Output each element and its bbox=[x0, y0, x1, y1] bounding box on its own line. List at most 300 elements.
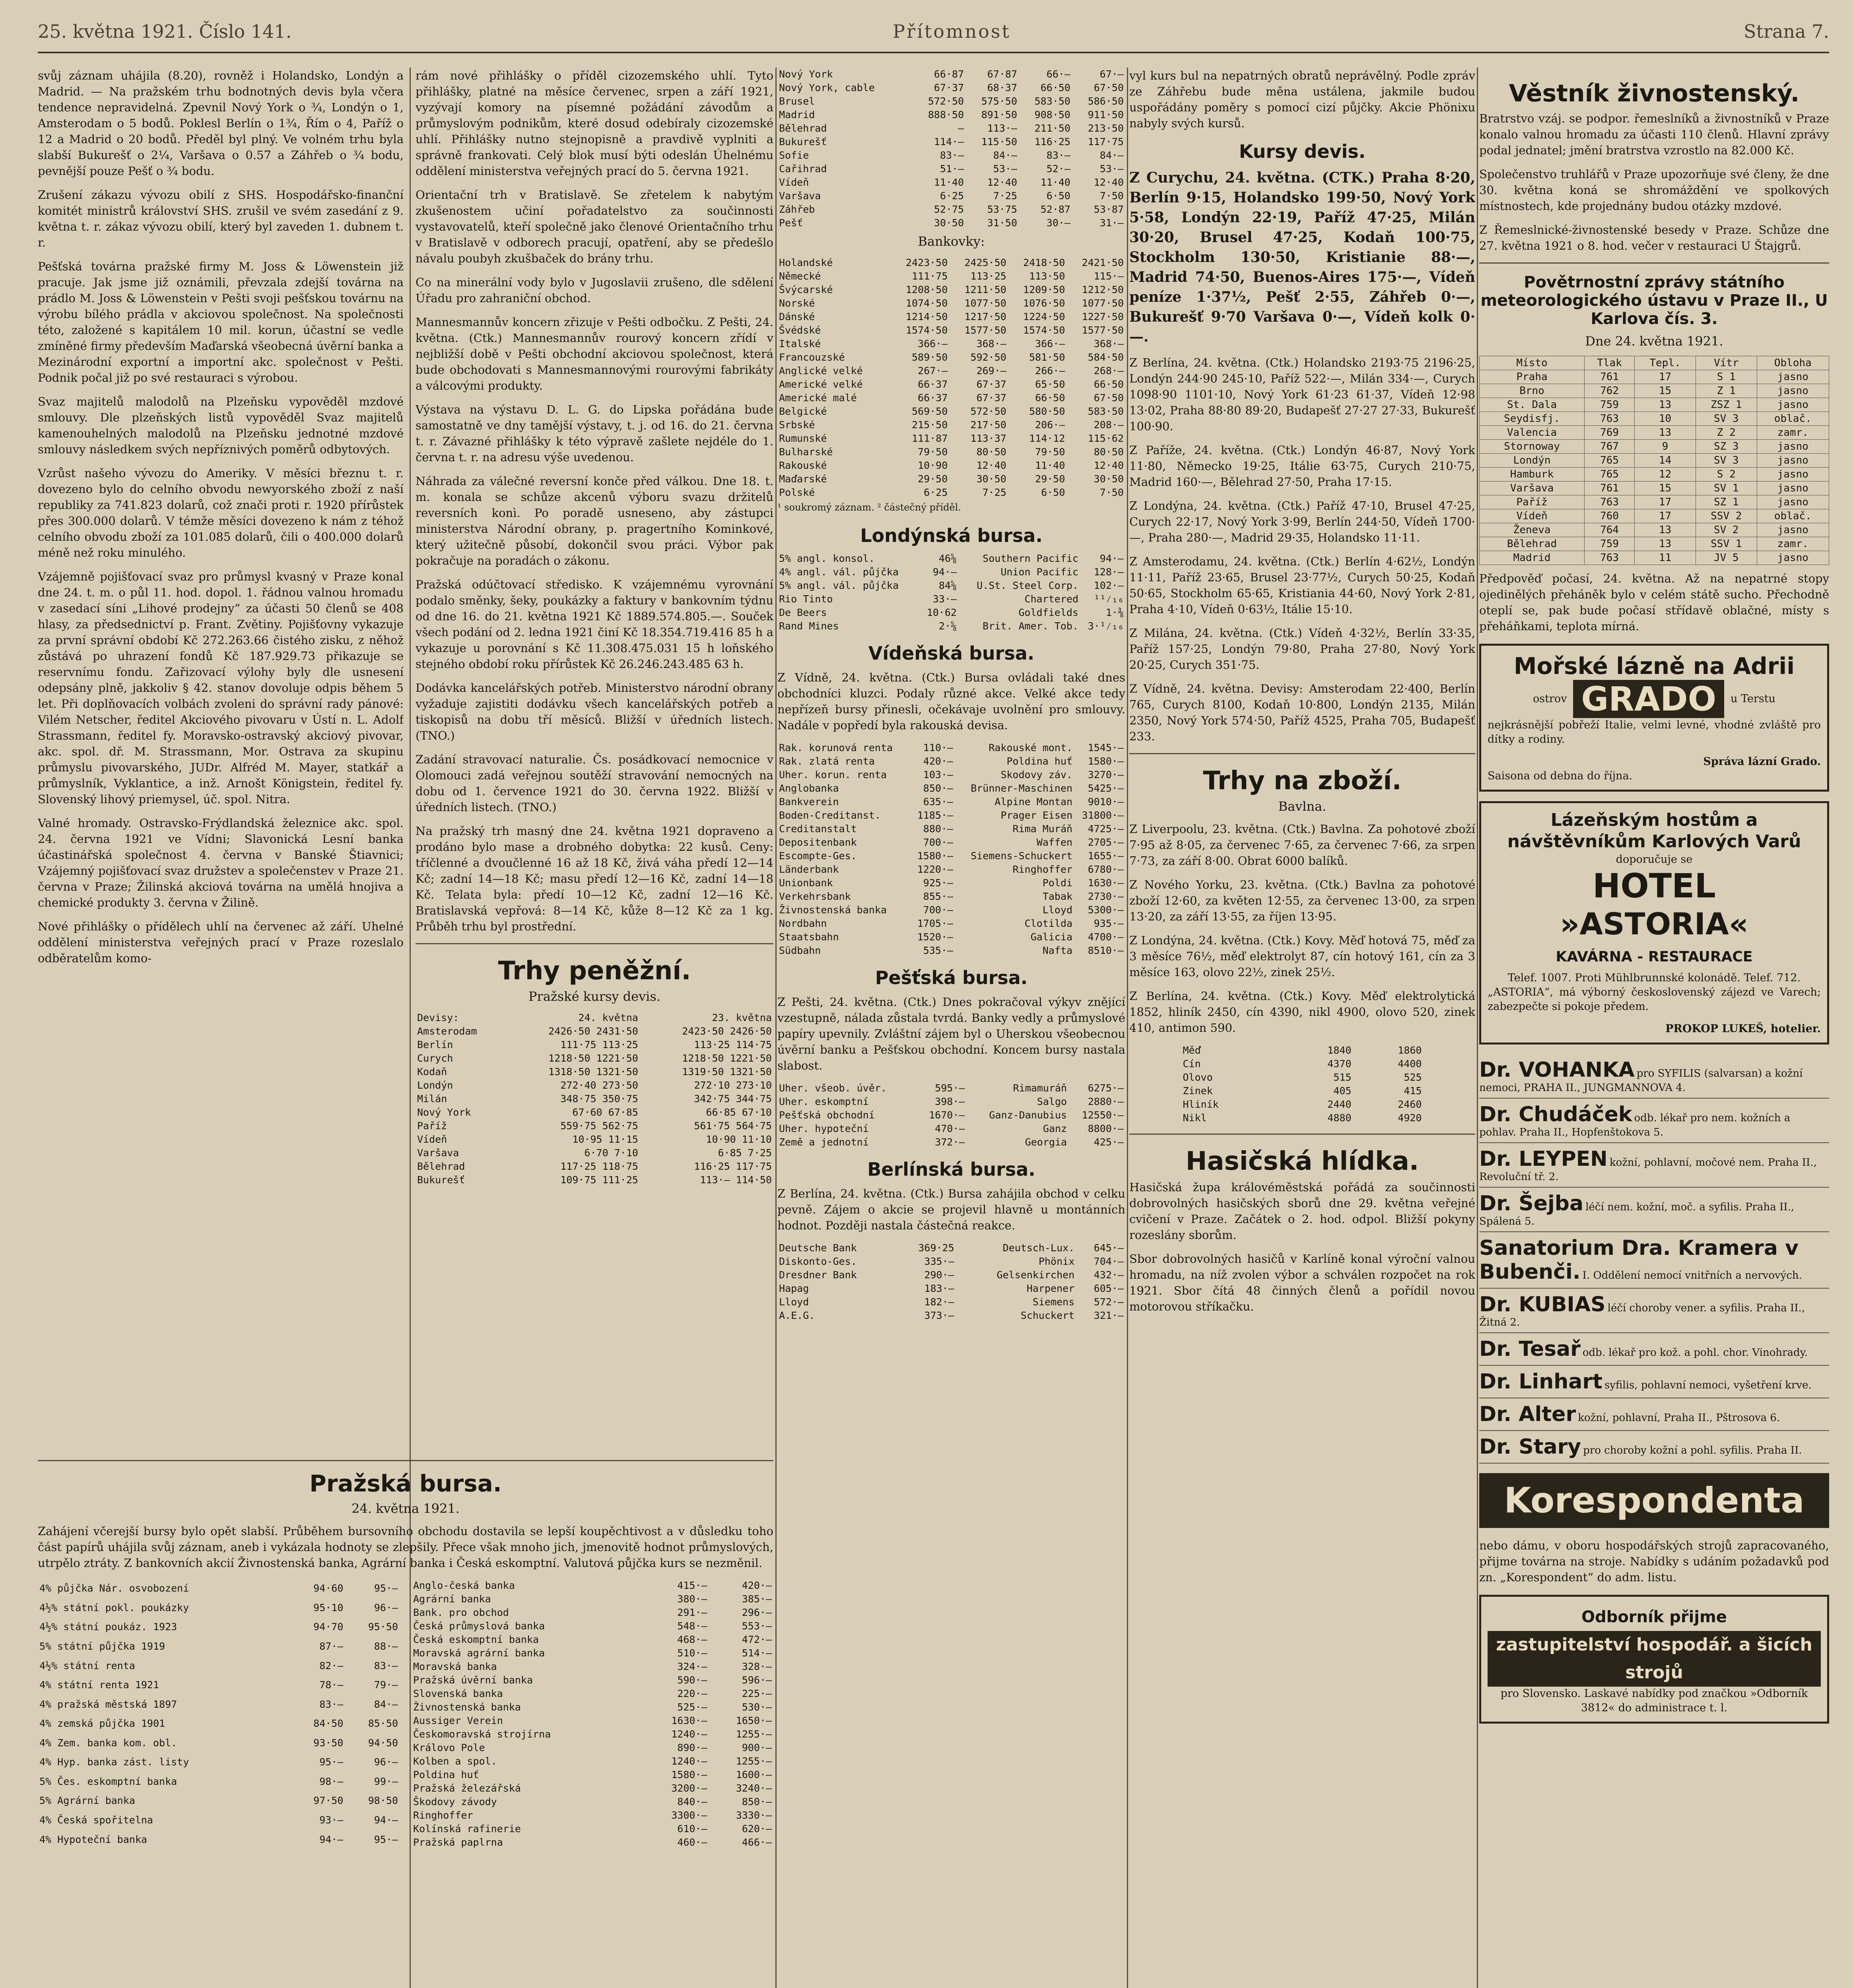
table-cell: 1185·— bbox=[917, 810, 954, 821]
table-cell: Olovo bbox=[1183, 1072, 1213, 1083]
table-cell: 4% státní renta 1921 bbox=[39, 1679, 159, 1691]
table-row bbox=[1480, 440, 1829, 454]
table-row bbox=[1181, 1071, 1424, 1084]
table-cell: 1218·50 1221·50 bbox=[682, 1052, 772, 1064]
table-cell: 95·— bbox=[319, 1756, 344, 1768]
table-cell: Srbské bbox=[779, 419, 815, 431]
table-cell: 514·— bbox=[742, 1647, 772, 1659]
table-cell: 29·50 bbox=[1035, 473, 1065, 485]
table-cell: 569·50 bbox=[911, 406, 948, 417]
article-paragraph: Bratrstvo vzáj. se podpor. řemeslníků a živnostníků v Praze konalo valnou hromadu za účasti 110 členů. Hlavní zprávy podal jednatel; jmění bratrstva vzrostlo na 82.000 Kč. bbox=[1479, 112, 1829, 157]
table-cell: 208·— bbox=[1094, 419, 1124, 431]
table-cell: 586·50 bbox=[1088, 95, 1124, 107]
table-cell: Unionbank bbox=[779, 877, 833, 889]
table-cell: SZ 3 bbox=[1696, 440, 1757, 454]
table-cell: 12550·— bbox=[1082, 1109, 1124, 1121]
table-cell: 17 bbox=[1635, 370, 1696, 384]
table-cell: 95·10 bbox=[313, 1602, 344, 1613]
table-cell: ZSZ 1 bbox=[1696, 398, 1757, 412]
table-cell: 17 bbox=[1635, 495, 1696, 509]
table-cell: 553·— bbox=[742, 1620, 772, 1632]
table-cell: 1209·50 bbox=[1023, 284, 1065, 295]
table-cell: 66·87 bbox=[934, 68, 964, 80]
table-row bbox=[1480, 551, 1829, 565]
doctors-ads bbox=[1479, 1054, 1829, 1464]
table-row bbox=[1480, 398, 1829, 412]
table-cell: 764 bbox=[1585, 523, 1635, 537]
doctor-ad bbox=[1479, 1232, 1829, 1289]
table-cell: Nový York bbox=[417, 1107, 471, 1118]
table-cell: 53·— bbox=[1099, 163, 1124, 175]
table-cell: 94·— bbox=[932, 566, 957, 578]
table-cell: Galicia bbox=[1030, 931, 1073, 943]
table-row bbox=[777, 903, 1125, 917]
table-cell: 98·50 bbox=[368, 1795, 398, 1807]
table-cell: 1214·50 bbox=[905, 311, 948, 322]
table-cell: 94·— bbox=[319, 1833, 344, 1845]
section-title: Trhy na zboží. bbox=[1203, 766, 1402, 796]
column-rule bbox=[1127, 68, 1128, 1988]
table-cell: 762 bbox=[1585, 384, 1635, 398]
article-paragraph: Zrušení zákazu vývozu obilí z SHS. Hospodářsko-finanční komitét ministrů království SHS. zrušil ve svém zasedání z 9. května t. r. zákaz vývozu obilí, který byl zaveden 1. dubnem t. r. bbox=[38, 188, 404, 249]
table-cell: 1220·— bbox=[917, 864, 954, 875]
table-row bbox=[777, 930, 1125, 944]
table-cell: 348·75 350·75 bbox=[560, 1093, 638, 1105]
column-1 bbox=[38, 68, 404, 1439]
table-cell: 84·— bbox=[993, 149, 1018, 161]
table-cell: Maďarské bbox=[779, 473, 827, 485]
section-title: Pešťská bursa. bbox=[875, 967, 1028, 988]
table-cell: 1·⅜ bbox=[1105, 607, 1124, 618]
table-cell: SV 1 bbox=[1696, 481, 1757, 495]
table-cell: Chartered bbox=[1024, 593, 1078, 605]
table-row bbox=[38, 1675, 400, 1695]
table-cell: 67·— bbox=[1099, 68, 1124, 80]
table-cell: 6·25 bbox=[940, 190, 964, 202]
table-cell: Siemens bbox=[1032, 1296, 1075, 1308]
table-row bbox=[1181, 1084, 1424, 1098]
section-title: Berlínská bursa. bbox=[867, 1159, 1035, 1180]
table-cell: 342·75 344·75 bbox=[694, 1093, 772, 1105]
table-cell: 116·25 117·75 bbox=[694, 1161, 772, 1172]
table-cell: Rak. korunová renta bbox=[779, 742, 893, 753]
table-cell: 12·40 bbox=[1094, 177, 1124, 188]
table-row bbox=[777, 849, 1125, 863]
table-cell: Clotilda bbox=[1024, 918, 1073, 929]
table-cell: 65·50 bbox=[1035, 379, 1065, 390]
table-cell: Gelsenkirchen bbox=[996, 1269, 1075, 1281]
table-cell: 102·— bbox=[1094, 580, 1124, 591]
table-row bbox=[1480, 468, 1829, 481]
table-cell: Londýn bbox=[1480, 454, 1585, 468]
table-cell: 1211·50 bbox=[964, 284, 1006, 295]
table-cell: 911·50 bbox=[1088, 109, 1124, 120]
table-cell: 763 bbox=[1585, 412, 1635, 426]
table-cell: 548·— bbox=[677, 1620, 707, 1632]
article-paragraph: Z Paříže, 24. května. (Ctk.) Londýn 46·87, Nový York 11·80, Německo 19·25, Itálie 63·75, Curych 210·75, Madrid 160·—, Bělehrad 27·50, Praha 17·15. bbox=[1129, 443, 1475, 489]
table-cell: 94·70 bbox=[313, 1621, 344, 1633]
table-cell: 31800·— bbox=[1082, 810, 1124, 821]
table-cell: 525·— bbox=[677, 1701, 707, 1713]
table-cell: SV 2 bbox=[1696, 523, 1757, 537]
table-cell: 759 bbox=[1585, 537, 1635, 551]
table-row bbox=[416, 1173, 773, 1187]
table-cell: 592·50 bbox=[970, 351, 1006, 363]
article-paragraph: nebo dámu, v oboru hospodářských strojů zapracovaného, přijme továrna na stroje. Nabídky s udáním požadavků pod zn. „Korespondent“ do adm. listu. bbox=[1479, 1539, 1829, 1584]
table-cell: 66·85 67·10 bbox=[706, 1107, 772, 1118]
table-cell: 4% Česká spořitelna bbox=[39, 1814, 153, 1826]
table-row bbox=[777, 782, 1125, 795]
table-row bbox=[777, 1241, 1125, 1255]
table-cell: 13 bbox=[1635, 426, 1696, 440]
table-cell: 584·50 bbox=[1088, 351, 1124, 363]
article-paragraph: Mannesmannův koncern zřizuje v Pešti odbočku. Z Pešti, 24. května. (Ctk.) Mannesmannův rourový koncern zřídí v nejbližší době v Pešti obchodní akciovou společnost, která bude obchodovati s Mannesmannovými rourovými fabrikáty a válcovými produkty. bbox=[416, 315, 773, 392]
table-cell: Uher. eskomptní bbox=[779, 1096, 869, 1107]
table-row bbox=[412, 1782, 773, 1795]
table-cell: Siemens-Schuckert bbox=[971, 850, 1073, 862]
table-cell: 1670·— bbox=[929, 1109, 965, 1121]
table-cell: 215·50 bbox=[911, 419, 948, 431]
table-cell: 335·— bbox=[924, 1256, 954, 1267]
table-cell: Varšava bbox=[417, 1147, 459, 1159]
meteo-date: Dne 24. května 1921. bbox=[1585, 334, 1723, 349]
table-cell: 113·25 114·75 bbox=[694, 1039, 772, 1050]
column-3 bbox=[777, 68, 1125, 1988]
table-cell: 53·— bbox=[993, 163, 1018, 175]
table-row bbox=[777, 768, 1125, 782]
table-cell: Uher. všeob. úvěr. bbox=[779, 1082, 887, 1094]
table-cell: 211·50 bbox=[1034, 122, 1070, 134]
table-row bbox=[416, 1160, 773, 1173]
table-cell: 116·25 bbox=[1034, 136, 1070, 148]
table-cell: Curych bbox=[417, 1052, 453, 1064]
doctor-ad bbox=[1479, 1143, 1829, 1188]
table-cell: — bbox=[958, 122, 964, 134]
article-paragraph: Svaz majitelů malodolů na Plzeňsku vypověděl mzdové smlouvy. Dle plzeňských listů vypověděl Svaz majitelů kamenouhelných malodolů na Plzeňsku jednotné mzdové smlouvy následkem svých nepříznivých poměrů odbytových. bbox=[38, 395, 404, 456]
table-cell: 53·87 bbox=[1094, 204, 1124, 215]
table-cell: Phönix bbox=[1038, 1256, 1075, 1267]
table-cell: 645·— bbox=[1094, 1242, 1124, 1254]
table-cell: Bank. pro obchod bbox=[413, 1607, 509, 1618]
table-row bbox=[777, 391, 1125, 405]
table-row bbox=[777, 270, 1125, 283]
table-cell: 761 bbox=[1585, 370, 1635, 384]
table-row bbox=[777, 552, 1125, 565]
table-cell: 3330·— bbox=[736, 1809, 772, 1821]
table-cell: Živnostenská banka bbox=[413, 1701, 521, 1713]
table-cell: 1545·— bbox=[1088, 742, 1124, 753]
table-cell: Švýcarské bbox=[779, 284, 833, 295]
table-cell: 84·— bbox=[1099, 149, 1124, 161]
table-cell: 3300·— bbox=[671, 1809, 707, 1821]
table-cell: 11·40 bbox=[1035, 460, 1065, 471]
table-cell: 4% pražská městská 1897 bbox=[39, 1698, 177, 1710]
table-cell: 79·50 bbox=[918, 446, 948, 458]
table-cell: 94·— bbox=[1099, 553, 1124, 564]
doctor-name: Dr. Chudáček bbox=[1479, 1103, 1632, 1126]
table-cell: Nafta bbox=[1042, 945, 1073, 956]
table-cell: Dresdner Bank bbox=[779, 1269, 857, 1281]
table-cell: 113·25 bbox=[970, 270, 1006, 282]
table-cell: 10 bbox=[1635, 412, 1696, 426]
table-cell: oblač. bbox=[1757, 509, 1829, 523]
doctor-details: kožní, pohlavní, močové nem. Praha II., Revoluční tř. 2. bbox=[1479, 1157, 1817, 1183]
table-cell: 5% angl. konsol. bbox=[779, 553, 875, 564]
section-divider bbox=[416, 943, 773, 944]
table-cell: 5% státní půjčka 1919 bbox=[39, 1640, 165, 1652]
table-cell: jasno bbox=[1757, 468, 1829, 481]
table-cell: 420·— bbox=[923, 755, 954, 767]
table-cell: 266·— bbox=[1035, 365, 1065, 377]
londyn-table bbox=[777, 552, 1125, 633]
table-cell: Z 1 bbox=[1696, 384, 1757, 398]
table-cell: 1580·— bbox=[671, 1769, 707, 1780]
table-cell: Pražská železářská bbox=[413, 1782, 521, 1794]
table-cell: Polské bbox=[779, 487, 815, 498]
table-cell: Deutsch-Lux. bbox=[1002, 1242, 1075, 1254]
table-cell: 5% Čes. eskomptní banka bbox=[39, 1775, 177, 1787]
table-cell: 398·— bbox=[935, 1096, 965, 1107]
article-paragraph: Z Londýna, 24. května. (Ctk.) Kovy. Měď hotová 75, měď za 3 měsíce 76½, měď elektrolyt 87, cín hotový 161, cín za 3 měsíce 163, olovo 22½, zinek 25½. bbox=[1129, 934, 1475, 979]
table-cell: De Beers bbox=[779, 607, 827, 618]
table-cell: 6275·— bbox=[1088, 1082, 1124, 1094]
table-cell: 559·75 562·75 bbox=[560, 1120, 638, 1132]
table-cell: Pražská úvěrní banka bbox=[413, 1674, 533, 1686]
table-cell: 1076·50 bbox=[1023, 297, 1065, 309]
table-cell: S 1 bbox=[1696, 370, 1757, 384]
table-row bbox=[38, 1695, 400, 1714]
table-cell: Kolben a spol. bbox=[413, 1755, 497, 1767]
table-row bbox=[777, 876, 1125, 890]
table-cell: 52·87 bbox=[1040, 204, 1070, 215]
table-row bbox=[38, 1811, 400, 1830]
table-cell: 5% angl. vál. půjčka bbox=[779, 580, 899, 591]
table-cell: 368·— bbox=[976, 338, 1006, 349]
table-cell: 763 bbox=[1585, 495, 1635, 509]
table-cell: Rumunské bbox=[779, 433, 827, 444]
table-cell: 1208·50 bbox=[905, 284, 948, 295]
table-cell: 525 bbox=[1404, 1072, 1422, 1083]
table-cell: 7·25 bbox=[993, 190, 1018, 202]
table-cell: 572·50 bbox=[970, 406, 1006, 417]
table-cell: Uher. korun. renta bbox=[779, 769, 887, 780]
table-cell: Americké velké bbox=[779, 379, 863, 390]
table-row bbox=[777, 81, 1125, 95]
table-cell: Agrární banka bbox=[413, 1593, 491, 1605]
kovy-table bbox=[1181, 1044, 1424, 1125]
column-4 bbox=[1129, 68, 1475, 1988]
table-cell: 213·50 bbox=[1088, 122, 1124, 134]
table-row bbox=[777, 149, 1125, 162]
article-paragraph: Z Milána, 24. května. (Ctk.) Vídeň 4·32½, Berlín 33·35, Paříž 157·25, Londýn 79·80, Praha 27·80, Nový York 20·25, Curych 351·75. bbox=[1129, 626, 1475, 672]
table-cell: 52·75 bbox=[934, 204, 964, 215]
table-cell: 66·— bbox=[1046, 68, 1070, 80]
table-cell: 13 bbox=[1635, 537, 1696, 551]
table-cell: 468·— bbox=[677, 1634, 707, 1645]
table-footnote: ¹ soukromý záznam. ² částečný příděl. bbox=[777, 502, 961, 513]
table-row bbox=[412, 1809, 773, 1822]
doctor-ad bbox=[1479, 1188, 1829, 1232]
table-row bbox=[412, 1579, 773, 1592]
table-row bbox=[412, 1633, 773, 1646]
table-cell: 1077·50 bbox=[964, 297, 1006, 309]
table-cell: 4% půjčka Nár. osvobození bbox=[39, 1582, 189, 1594]
article-paragraph: Výstava na výstavu D. L. G. do Lipska pořádána bude samostatně ve dny tamější výstavy, t. j. od 16. do 21. června t. r. Závazné přihlášky k této výpravě zašlete nejdéle do 1. června t. r. na adresu výše uvedenou. bbox=[416, 403, 773, 464]
table-cell: 763 bbox=[1585, 551, 1635, 565]
table-cell: 3·¹⁄₁₆ bbox=[1088, 620, 1124, 632]
table-cell: 225·— bbox=[742, 1688, 772, 1699]
table-cell: zamr. bbox=[1757, 537, 1829, 551]
table-row bbox=[777, 189, 1125, 203]
table-row bbox=[1480, 509, 1829, 523]
table-cell: Lloyd bbox=[779, 1296, 809, 1308]
table-cell: 10·95 11·15 bbox=[572, 1134, 638, 1145]
valuty-table bbox=[777, 68, 1125, 230]
table-cell: 10·62 bbox=[926, 607, 957, 618]
table-row bbox=[38, 1617, 400, 1637]
table-row bbox=[416, 1079, 773, 1092]
table-cell: 1860 bbox=[1398, 1044, 1422, 1056]
table-row bbox=[777, 459, 1125, 472]
table-cell: Švédské bbox=[779, 324, 821, 336]
table-row bbox=[777, 836, 1125, 849]
table-cell: 51·— bbox=[940, 163, 964, 175]
table-row bbox=[412, 1673, 773, 1687]
table-cell: 765 bbox=[1585, 454, 1635, 468]
table-cell: Kolínská rafinerie bbox=[413, 1823, 521, 1835]
table-row bbox=[412, 1822, 773, 1836]
berlin-table bbox=[777, 1241, 1125, 1322]
article-paragraph: Z Amsterodamu, 24. května. (Ctk.) Berlín 4·62½, Londýn 11·11, Paříž 23·65, Brusel 23·77½, Curych 50·25, Kodaň 50·65, Stockholm 65·65, Kristiania 44·60, Nový York 2·81, Praha 4·10, Vídeň 0·63½, Itálie 15·10. bbox=[1129, 555, 1475, 616]
table-cell: 79·50 bbox=[1035, 446, 1065, 458]
table-cell: 94·50 bbox=[368, 1737, 398, 1749]
table-cell: 53·75 bbox=[987, 204, 1018, 215]
table-cell: 111·87 bbox=[911, 433, 948, 444]
table-cell: 6·70 7·10 bbox=[584, 1147, 638, 1159]
odbornik-ad: Odborník přijme zastupitelství hospodář. a šicích strojů pro Slovensko. Laskavé nabídky pod značkou »Odborník 3812« do administrace t. l. bbox=[1479, 1595, 1829, 1724]
table-cell: 113·37 bbox=[970, 433, 1006, 444]
table-cell: 83·— bbox=[940, 149, 964, 161]
table-cell: 1580·— bbox=[1088, 755, 1124, 767]
table-cell: Southern Pacific bbox=[983, 553, 1078, 564]
doctor-ad bbox=[1479, 1398, 1829, 1431]
table-cell: jasno bbox=[1757, 384, 1829, 398]
table-cell: 83·— bbox=[1046, 149, 1070, 161]
table-cell: 5425·— bbox=[1088, 782, 1124, 794]
table-cell: 470·— bbox=[935, 1123, 965, 1134]
table-cell: Valencia bbox=[1480, 426, 1585, 440]
table-cell: 217·50 bbox=[970, 419, 1006, 431]
table-cell: 6·25 bbox=[924, 487, 948, 498]
table-cell: 6780·— bbox=[1088, 864, 1124, 875]
table-cell: Poldina huť bbox=[1006, 755, 1073, 767]
table-cell: 908·50 bbox=[1034, 109, 1070, 120]
section-date: 24. května 1921. bbox=[352, 1501, 460, 1516]
table-cell: 88·— bbox=[374, 1640, 398, 1652]
table-row bbox=[777, 809, 1125, 822]
table-cell: 2421·50 bbox=[1082, 257, 1124, 268]
table-cell: 1655·— bbox=[1088, 850, 1124, 862]
table-cell: 369·25 bbox=[918, 1242, 954, 1254]
table-cell: 704·— bbox=[1094, 1256, 1124, 1267]
column-5 bbox=[1479, 68, 1829, 1988]
table-cell: 4700·— bbox=[1088, 931, 1124, 943]
table-cell: 3200·— bbox=[671, 1782, 707, 1794]
table-cell: 110·— bbox=[923, 742, 954, 753]
doctor-name: Dr. LEYPEN bbox=[1479, 1147, 1608, 1171]
table-cell: 321·— bbox=[1094, 1310, 1124, 1321]
table-cell: 67·60 67·85 bbox=[572, 1107, 638, 1118]
table-cell: 366·— bbox=[918, 338, 948, 349]
table-cell: Živnostenská banka bbox=[779, 904, 887, 916]
table-cell: SV 3 bbox=[1696, 454, 1757, 468]
table-cell: Länderbank bbox=[779, 864, 839, 875]
meteo-forecast: Předpověď počasí, 24. května. Až na nepatrné stopy ojedinělých přeháněk bylo v celém státě sucho. Přechodně oteplí se, pak bude počasí střídavě oblačné, místy s přeháňkami, teplota mírná. bbox=[1479, 572, 1829, 633]
doctor-ad bbox=[1479, 1289, 1829, 1333]
table-cell: 66·50 bbox=[1035, 392, 1065, 404]
table-row bbox=[1480, 454, 1829, 468]
table-cell: Záhřeb bbox=[779, 204, 815, 215]
table-cell: 206·— bbox=[1035, 419, 1065, 431]
table-cell: 115·50 bbox=[981, 136, 1018, 148]
table-row bbox=[38, 1753, 400, 1772]
table-cell: Poldi bbox=[1042, 877, 1073, 889]
table-cell: 583·50 bbox=[1034, 95, 1070, 107]
table-cell: Rakouské bbox=[779, 460, 827, 471]
table-cell: 95·— bbox=[374, 1582, 398, 1594]
table-cell: 117·25 118·75 bbox=[560, 1161, 638, 1172]
article-paragraph: Hasičská župa královéměstská pořádá za součinnosti dobrovolných hasičských sborů dne 29. května veřejné cvičení v Praze. Začátek o 2. hod. odpol. Bližší pokyny rozeslány sborům. bbox=[1129, 1180, 1475, 1242]
table-row bbox=[777, 337, 1125, 351]
table-cell: 432·— bbox=[1094, 1269, 1124, 1281]
bursa-table-stocks bbox=[412, 1579, 773, 1849]
section-title: Londýnská bursa. bbox=[860, 525, 1043, 546]
table-cell: Londýn bbox=[417, 1079, 453, 1091]
table-cell: Pražská paplrna bbox=[413, 1837, 503, 1848]
table-cell: 425·— bbox=[1094, 1136, 1124, 1148]
table-cell: 95·— bbox=[374, 1833, 398, 1845]
article-paragraph: Z Liverpoolu, 23. května. (Ctk.) Bavlna. Za pohotové zboží 7·95 až 8·05, za červenec 7·65, za červenec 7·66, za srpen 7·73, za září 8·00. Obrat 6000 balíků. bbox=[1129, 822, 1475, 868]
table-cell: 5% Agrární banka bbox=[39, 1795, 135, 1807]
table-cell: Brusel bbox=[779, 95, 815, 107]
table-cell: 78·— bbox=[319, 1679, 344, 1691]
table-row bbox=[777, 445, 1125, 459]
table-cell: 113·— 114·50 bbox=[700, 1174, 772, 1186]
table-cell: 700·— bbox=[923, 904, 954, 916]
table-cell: 4% Zem. banka kom. obl. bbox=[39, 1737, 177, 1749]
table-row bbox=[777, 472, 1125, 486]
table-cell: 1577·50 bbox=[964, 324, 1006, 336]
table-cell: 6·85 7·25 bbox=[718, 1147, 772, 1159]
table-cell: Berlín bbox=[417, 1039, 453, 1050]
table-cell: 8510·— bbox=[1088, 945, 1124, 956]
doctor-name: Dr. Linhart bbox=[1479, 1370, 1602, 1394]
table-cell: 272·40 273·50 bbox=[560, 1079, 638, 1091]
table-cell: 324·— bbox=[677, 1661, 707, 1672]
table-cell: 83·— bbox=[374, 1660, 398, 1672]
table-cell: Holandské bbox=[779, 257, 833, 268]
table-row bbox=[777, 1136, 1125, 1149]
table-cell: 372·— bbox=[935, 1136, 965, 1148]
table-cell: 1574·50 bbox=[1023, 324, 1065, 336]
table-cell: Hliník bbox=[1183, 1099, 1219, 1110]
article-paragraph: Z Vídně, 24. května. (Ctk.) Bursa ovládali také dnes obchodníci kluzci. Podaly různé akce. Velké akce tedy nepřízeň bursy přinesli, očekávaje uvolnění pro smlouvy. Nadále v popředí byla rakouská devisa. bbox=[777, 671, 1125, 732]
article-paragraph: Vzájemně pojišťovací svaz pro průmysl kvasný v Praze konal dne 24. t. m. o půl 11. hod. dopol. 1. řádnou valnou hromadu v zasedací síni „Lihové prodejny“ za účasti 50 členů se 408 hlasy, za předsednictví p. Frant. Zvětiny. Pojišťovny vykazuje za první správní období Kč 272.263.66 čistého zisku, z něhož zůstává po uhrazení fondů Kč 187.929.73 přikazuje se reservnímu fondu. Zařizovací výlohy byly dle usnesení odepsány plně, jakkoliv § 42. stanov dovoluje odpis během 5 let. Při doplňovacích volbách zvoleni do správní rady pánové: Vilém Netscher, ředitel Akciového pivovaru v Ústí n. L. Adolf Strassmann, ředitel fy. Moravsko-ostravský akciový pivovar, akc. spol. dř. M. Strassmann, Mor. Ostrava za skupinu průmyslu pivovarského, JUDr. Alfréd M. Mayer, statkář a průmyslník, Vyklantice, a inž. Arnošt Königstein, ředitel fy. Slovenský lihový priemysel, úč. spol. Nitra. bbox=[38, 570, 404, 806]
table-cell: Milán bbox=[417, 1093, 447, 1105]
table-row bbox=[38, 1637, 400, 1656]
doctor-details: syfilis, pohlavní nemoci, vyšetření krve. bbox=[1604, 1379, 1812, 1391]
table-cell: 13 bbox=[1635, 398, 1696, 412]
